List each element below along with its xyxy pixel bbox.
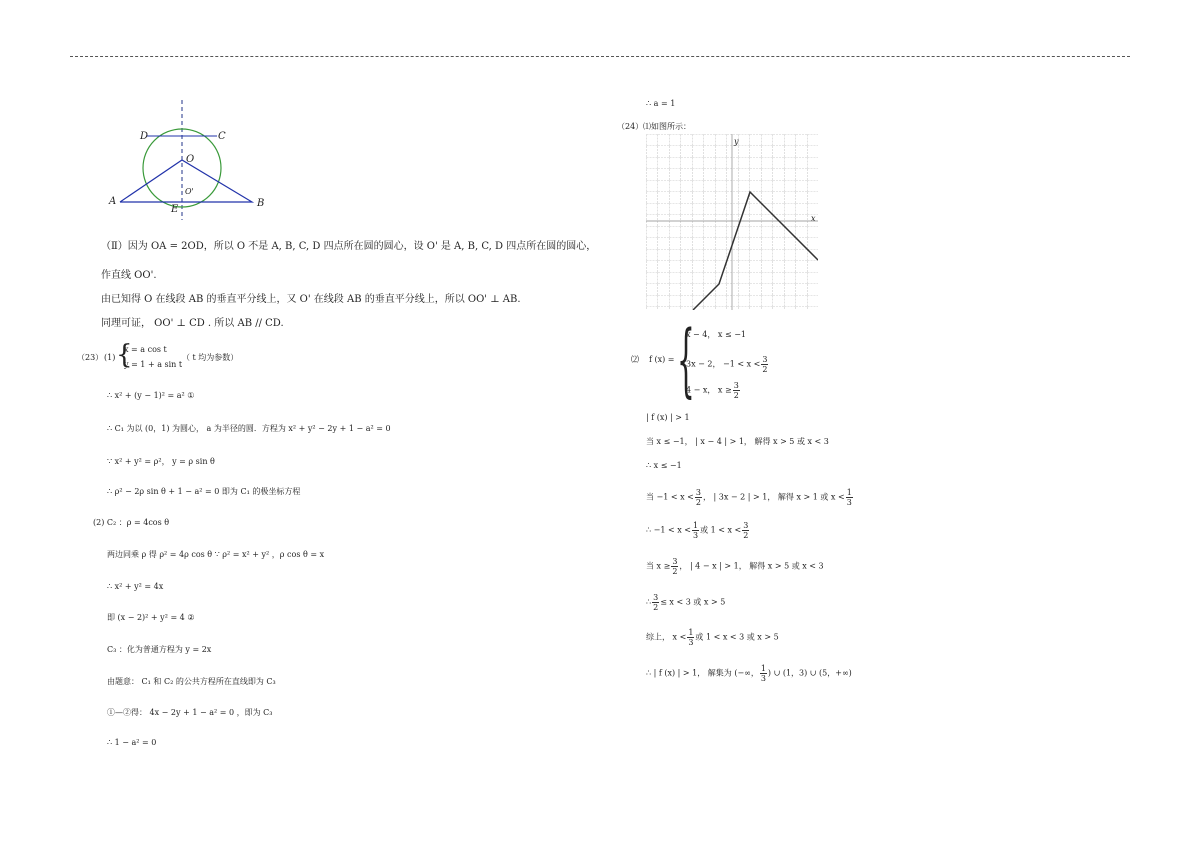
frac-num: 1 bbox=[760, 664, 766, 673]
q23-step-1: ∴ x² + (y − 1)² = a² ① bbox=[107, 391, 195, 400]
label-E: E bbox=[171, 204, 179, 215]
q23-step-12: ∴ 1 − a² = 0 bbox=[107, 738, 157, 747]
q23-step-7: ∴ x² + y² = 4x bbox=[107, 582, 164, 591]
frac-den: 2 bbox=[733, 391, 739, 400]
fraction bbox=[761, 355, 768, 374]
label-A: A bbox=[109, 196, 117, 207]
frac-den: 3 bbox=[688, 638, 694, 647]
frac-num: 3 bbox=[653, 593, 659, 602]
solution-set-b: ) ∪ (1，3) ∪ (5，+∞) bbox=[767, 668, 852, 678]
frac-den: 2 bbox=[762, 365, 768, 374]
summary-a: 综上， x < bbox=[646, 632, 687, 642]
case-2-result bbox=[646, 521, 750, 540]
fraction bbox=[695, 488, 702, 507]
frac-num: 1 bbox=[846, 488, 852, 497]
frac-num: 3 bbox=[743, 521, 749, 530]
case-3 bbox=[646, 557, 824, 576]
case-3-result bbox=[646, 593, 725, 612]
frac-num: 3 bbox=[733, 381, 739, 390]
q23-step-9: C₃ ：化为普通方程为 y = 2x bbox=[107, 645, 212, 654]
frac-num: 3 bbox=[672, 557, 678, 566]
proof-line-1: （Ⅱ）因为 OA = 2OD，所以 O 不是 A, B, C, D 四点所在圆的圆心，设 O' 是 A, B, C, D 四点所在圆的圆心， bbox=[101, 241, 597, 252]
q23-sys-line1: x = a cos t bbox=[124, 345, 167, 354]
label-B: B bbox=[257, 198, 265, 209]
proof-line-3: 由已知得 O 在线段 AB 的垂直平分线上，又 O' 在线段 AB 的垂直平分线上，所以 OO' ⊥ AB. bbox=[101, 294, 521, 305]
q23-step-2: ∴ C₁ 为以 (0，1) 为圆心， a 为半径的圆．方程为 x² + y² − 2y + 1 − a² = 0 bbox=[107, 424, 391, 433]
proof-line-4: 同理可证， OO' ⊥ CD . 所以 AB // CD. bbox=[101, 318, 284, 329]
case-3-result-a: ∴ bbox=[646, 597, 652, 607]
fraction bbox=[671, 557, 678, 576]
q23-part2: (2) C₂ ：ρ = 4cos θ bbox=[93, 518, 170, 527]
case-3-b: ， | 4 − x | > 1， 解得 x > 5 或 x < 3 bbox=[679, 561, 824, 571]
proof-line-2: 作直线 OO'. bbox=[101, 270, 157, 281]
label-O-prime: O' bbox=[185, 187, 194, 196]
case-2-result-b: 或 1 < x < bbox=[700, 525, 742, 535]
case-1: 当 x ≤ −1， | x − 4 | > 1， 解得 x > 5 或 x < 3 bbox=[646, 437, 829, 446]
function-graph bbox=[646, 134, 818, 310]
piece-2 bbox=[686, 355, 769, 374]
case-2 bbox=[646, 488, 854, 507]
piecewise-brace: { bbox=[677, 313, 695, 406]
piece-1: x − 4， x ≤ −1 bbox=[686, 330, 747, 339]
q23-step-4: ∴ ρ² − 2ρ sin θ + 1 − a² = 0 即为 C₁ 的极坐标方程 bbox=[107, 487, 301, 496]
q23-part1: (1) bbox=[104, 353, 116, 362]
frac-den: 2 bbox=[653, 603, 659, 612]
case-2-b: ， | 3x − 2 | > 1， 解得 x > 1 或 x < bbox=[702, 492, 845, 502]
q23-step-10: 由题意： C₁ 和 C₂ 的公共方程所在直线即为 C₃ bbox=[107, 677, 276, 686]
case-3-a: 当 x ≥ bbox=[646, 561, 671, 571]
summary bbox=[646, 628, 779, 647]
label-O: O bbox=[186, 154, 195, 165]
case-2-result-a: ∴ −1 < x < bbox=[646, 525, 691, 535]
fraction bbox=[687, 628, 694, 647]
graph-y-label: y bbox=[734, 137, 739, 146]
label-D: D bbox=[140, 131, 149, 142]
fx-label: f (x) = bbox=[649, 355, 675, 364]
solution-set bbox=[646, 664, 852, 683]
abs-fx-gt-1: | f (x) | > 1 bbox=[646, 413, 690, 422]
case-2-a: 当 −1 < x < bbox=[646, 492, 694, 502]
case-1-result: ∴ x ≤ −1 bbox=[646, 461, 682, 470]
case-3-result-b: ≤ x < 3 或 x > 5 bbox=[660, 597, 726, 607]
page-top-rule bbox=[70, 56, 1130, 57]
frac-num: 3 bbox=[762, 355, 768, 364]
piece-2-text: 3x − 2， −1 < x < bbox=[686, 359, 761, 369]
q23-step-6: 两边同乘 ρ 得 ρ² = 4ρ cos θ ∵ ρ² = x² + y² ，ρ cos θ = x bbox=[107, 550, 325, 559]
frac-num: 1 bbox=[688, 628, 694, 637]
frac-den: 3 bbox=[692, 531, 699, 540]
a-equals-1: ∴ a = 1 bbox=[646, 99, 676, 108]
q23-step-3: ∵ x² + y² = ρ²， y = ρ sin θ bbox=[107, 457, 215, 466]
frac-den: 2 bbox=[672, 567, 678, 576]
fraction bbox=[692, 521, 699, 540]
q24-part1: ⑴如图所示： bbox=[643, 122, 691, 131]
frac-den: 2 bbox=[695, 498, 701, 507]
frac-den: 2 bbox=[743, 531, 749, 540]
q24-label: （24） bbox=[617, 122, 644, 131]
q23-sys-line2: y = 1 + a sin t bbox=[124, 360, 183, 369]
frac-den: 3 bbox=[846, 498, 852, 507]
fraction bbox=[760, 664, 767, 683]
graph-x-label: x bbox=[811, 214, 816, 223]
label-C: C bbox=[218, 131, 226, 142]
q23-brace: { bbox=[116, 340, 133, 370]
frac-num: 1 bbox=[692, 521, 699, 530]
fraction bbox=[742, 521, 749, 540]
q23-step-11: ①—②得： 4x − 2y + 1 − a² = 0 ，即为 C₃ bbox=[107, 708, 273, 717]
fraction bbox=[652, 593, 659, 612]
q24-part2: ⑵ bbox=[631, 355, 639, 364]
q23-label: （23） bbox=[77, 353, 104, 362]
q23-param-note: （ t 均为参数） bbox=[182, 353, 239, 362]
fraction bbox=[733, 381, 740, 400]
frac-num: 3 bbox=[695, 488, 701, 497]
frac-den: 3 bbox=[760, 674, 766, 683]
summary-b: 或 1 < x < 3 或 x > 5 bbox=[695, 632, 779, 642]
q23-step-8: 即 (x − 2)² + y² = 4 ② bbox=[107, 613, 195, 622]
fraction bbox=[846, 488, 853, 507]
solution-set-a: ∴ | f (x) | > 1， 解集为 (−∞， bbox=[646, 668, 759, 678]
piece-3 bbox=[686, 381, 741, 400]
piece-3-text: 4 − x， x ≥ bbox=[686, 385, 732, 395]
